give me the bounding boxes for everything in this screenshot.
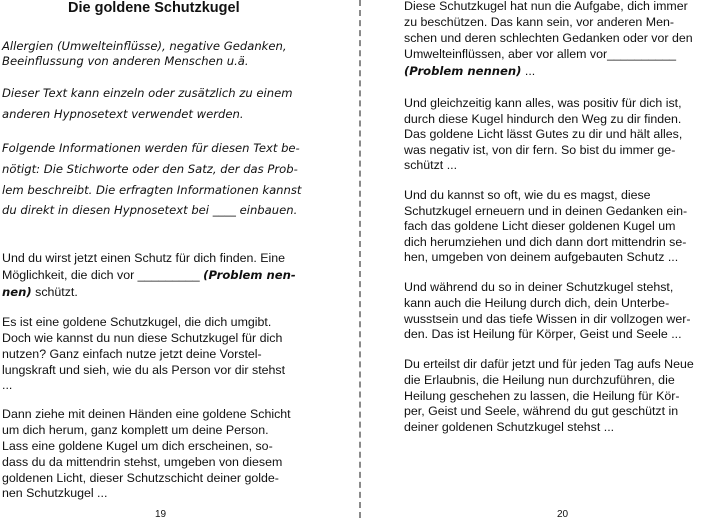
body-line: Und du kannst so oft, wie du es magst, diese xyxy=(404,188,651,202)
body-line: fach das goldene Licht dieser goldenen Kugel um xyxy=(404,219,676,233)
body-line: zu beschützen. Das kann sein, vor anderen Men- xyxy=(404,15,674,29)
intro-line: Dieser Text kann einzeln oder zusätzlich zu einem xyxy=(2,86,293,100)
body-line: Umwelteinflüssen, aber vor allem vor__________ xyxy=(404,47,677,61)
left-page xyxy=(0,0,356,518)
body-line xyxy=(2,285,78,300)
intro-line: Beeinflussung von anderen Menschen u.ä. xyxy=(2,54,249,68)
body-line: lungskraft und sieh, wie du als Person vor dir stehst xyxy=(2,363,286,377)
page-title: Die goldene Schutzkugel xyxy=(68,0,240,16)
body-line: schützt ... xyxy=(404,158,458,172)
body-line: schen und deren schlechten Gedanken oder vor den xyxy=(404,31,693,45)
body-line: den. Das ist Heilung für Körper, Geist und Seele ... xyxy=(404,327,682,341)
problem-placeholder: nen) xyxy=(2,285,32,299)
body-line: Und während du so in deiner Schutzkugel stehst, xyxy=(404,280,674,294)
body-line: Und du wirst jetzt einen Schutz für dich finden. Eine xyxy=(2,251,286,265)
body-line: um dich herum, ganz komplett um deine Person. xyxy=(2,423,269,437)
page-divider xyxy=(359,0,361,518)
body-line: hen, umgeben von deinem aufgebauten Schutz ... xyxy=(404,250,679,264)
body-line: dich herumziehen und dich dann dort mittendrin se- xyxy=(404,235,687,249)
body-line: per, Geist und Seele, während du gut geschützt in xyxy=(404,404,679,418)
problem-placeholder: (Problem nen- xyxy=(203,268,296,282)
body-line: Und gleichzeitig kann alles, was positiv für dich ist, xyxy=(404,96,682,110)
body-line xyxy=(404,64,535,79)
page-number: 20 xyxy=(557,509,569,518)
intro-line: anderen Hypnosetext verwendet werden. xyxy=(2,107,244,121)
intro-line: Allergien (Umwelteinflüsse), negative Gedanken, xyxy=(2,39,287,53)
body-line: Dann ziehe mit deinen Händen eine goldene Schicht xyxy=(2,407,291,421)
body-line: Lass eine goldene Kugel um dich erscheinen, so- xyxy=(2,439,273,453)
body-line: Das goldene Licht lässt Gutes zu dir und hält alles, xyxy=(404,127,683,141)
body-line: deiner goldenen Schutzkugel stehst ... xyxy=(404,420,615,434)
body-line xyxy=(2,268,296,283)
body-line: Du erteilst dir dafür jetzt und für jeden Tag aufs Neue xyxy=(404,357,694,371)
intro-line: lem beschreibt. Die erfragten Informationen kannst xyxy=(2,183,302,197)
intro-line: du direkt in diesen Hypnosetext bei ____ einbauen. xyxy=(2,203,298,217)
body-line: Doch wie kannst du nun diese Schutzkugel für dich xyxy=(2,331,283,345)
body-line: ... xyxy=(2,378,13,392)
body-line: nutzen? Ganz einfach nutze jetzt deine Vorstel- xyxy=(2,347,262,361)
body-text: schützt. xyxy=(35,285,78,299)
body-text: Möglichkeit, die dich vor _________ xyxy=(2,268,200,282)
intro-line: Folgende Informationen werden für diesen Text be- xyxy=(2,141,300,155)
body-line: wusstsein und das tiefe Wissen in dir vollzogen wer- xyxy=(404,312,691,326)
body-line: Schutzkugel erneuern und in deinen Gedanken ein- xyxy=(404,204,688,218)
body-line: Es ist eine goldene Schutzkugel, die dich umgibt. xyxy=(2,315,272,329)
intro-line: nötigt: Die Stichworte oder den Satz, der das Prob- xyxy=(2,162,298,176)
body-line: was negativ ist, von dir fern. So bist du immer ge- xyxy=(404,143,676,157)
problem-placeholder: (Problem nennen) xyxy=(404,64,522,78)
body-line: die Erlaubnis, die Heilung nun durchzuführen, die xyxy=(404,373,675,387)
body-line: nen Schutzkugel ... xyxy=(2,486,108,500)
body-line: goldenen Licht, dieser Schutzschicht deiner golde- xyxy=(2,471,279,485)
body-text: ... xyxy=(524,64,536,78)
right-page xyxy=(364,0,720,518)
body-line: Diese Schutzkugel hat nun die Aufgabe, dich immer xyxy=(404,0,688,13)
body-line: durch diese Kugel hindurch den Weg zu dir finden. xyxy=(404,112,682,126)
body-line: Heilung geschehen zu lassen, die Heilung für Kör- xyxy=(404,389,680,403)
page-number: 19 xyxy=(155,509,167,518)
body-line: dass du da mittendrin stehst, umgeben von diesem xyxy=(2,455,283,469)
body-line: kann auch die Heilung durch dich, dein Unterbe- xyxy=(404,296,670,310)
